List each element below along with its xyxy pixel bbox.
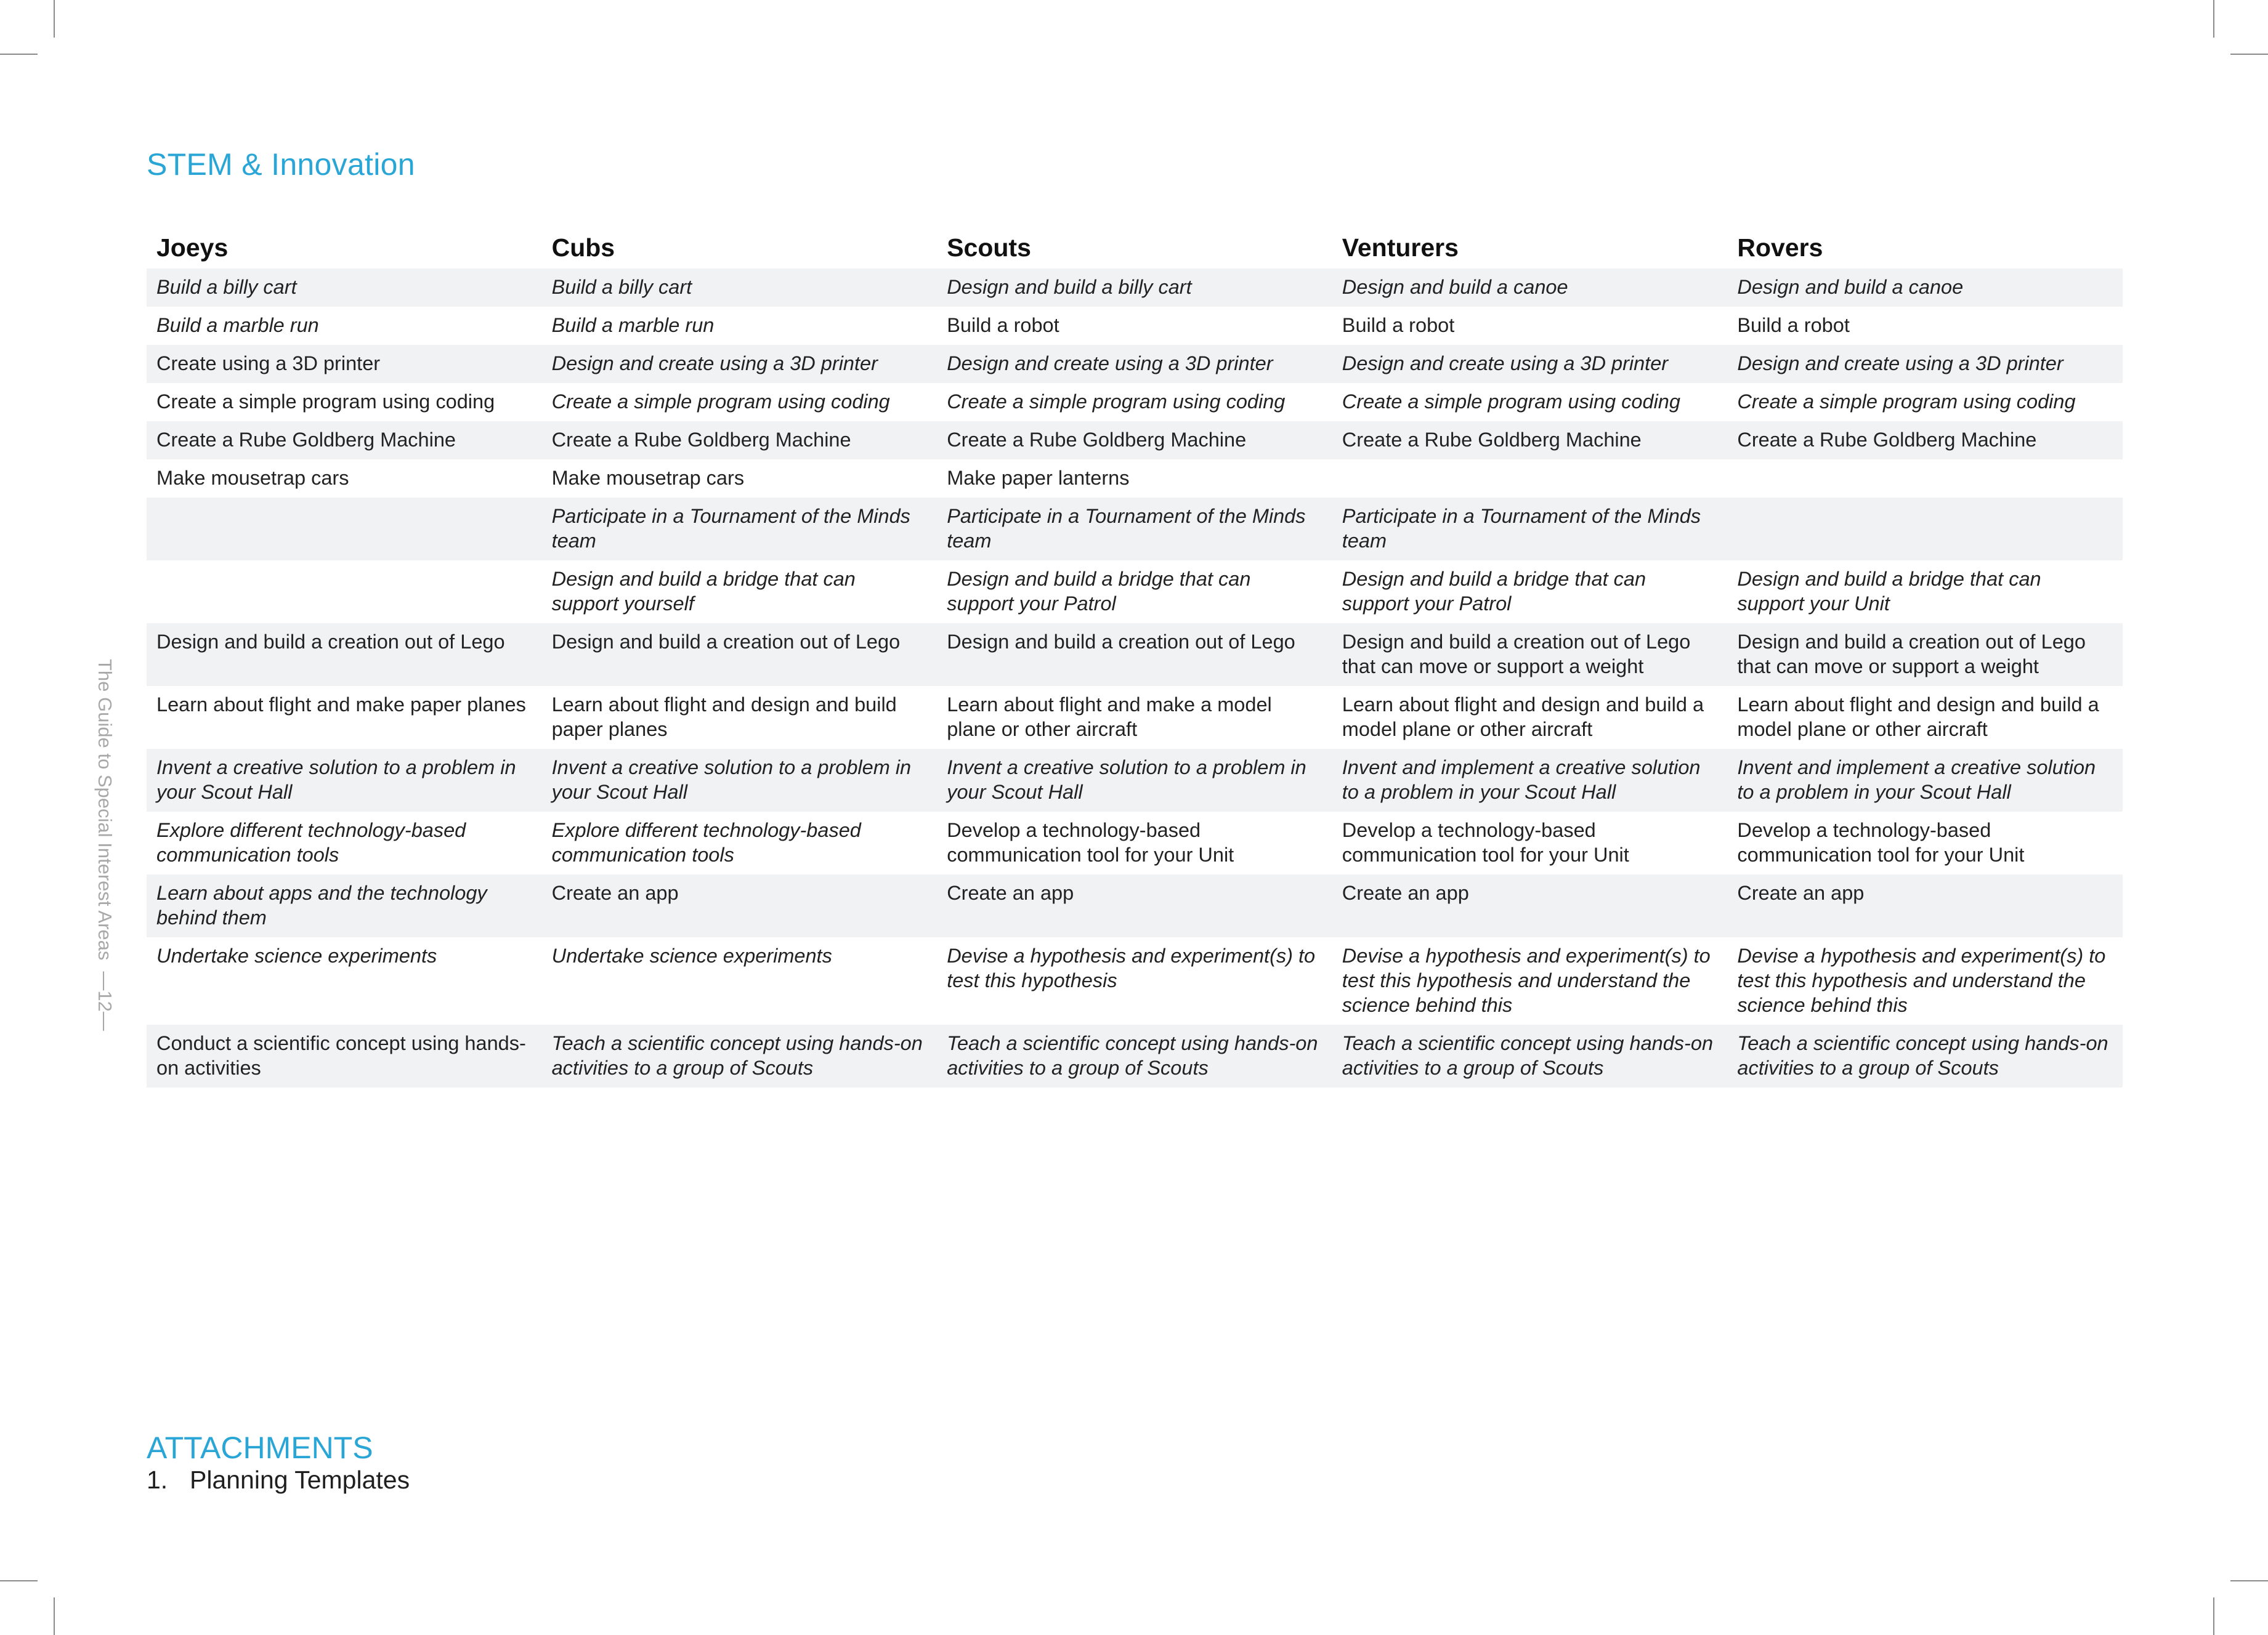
table-cell: Create an app [1727, 874, 2123, 937]
table-cell: Design and build a canoe [1332, 268, 1728, 307]
table-cell: Create a simple program using coding [947, 390, 1286, 413]
table-cell: Design and build a bridge that can support your Patrol [947, 568, 1251, 615]
crop-mark [54, 1597, 55, 1635]
table-cell: Explore different technology-based communication tools [551, 819, 861, 866]
crop-mark [0, 54, 38, 55]
table-cell: Build a billy cart [147, 268, 542, 307]
table-row [147, 345, 2123, 383]
table-cell: Learn about flight and design and build a model plane or other aircraft [1342, 693, 1704, 740]
table-cell: Teach a scientific concept using hands-on activities to a group of Scouts [542, 1025, 938, 1088]
table-cell: Invent a creative solution to a problem in your Scout Hall [147, 749, 542, 812]
table-cell: Make mousetrap cars [551, 467, 745, 489]
table-cell: Design and build a creation out of Lego [147, 623, 542, 686]
table-cell: Build a robot [1342, 314, 1455, 336]
table-cell: Create a Rube Goldberg Machine [1727, 421, 2123, 459]
column-header-venturers: Venturers [1342, 233, 1459, 262]
table-cell: Build a marble run [551, 314, 715, 336]
table-row [147, 383, 2123, 421]
table-row [147, 459, 2123, 498]
table-cell: Develop a technology-based communication tool for your Unit [947, 819, 1234, 866]
table-row [147, 560, 2123, 623]
table-cell: Invent and implement a creative solution to a problem in your Scout Hall [1332, 749, 1728, 812]
table-cell: Devise a hypothesis and experiment(s) to test this hypothesis and understand the science behind this [1737, 945, 2106, 1016]
table-cell: Design and create using a 3D printer [1727, 345, 2123, 383]
table-cell: Create a Rube Goldberg Machine [147, 421, 542, 459]
table-header-row [147, 219, 2123, 268]
table-cell: Make paper lanterns [947, 467, 1130, 489]
attachment-item[interactable] [147, 1466, 410, 1495]
table-cell: Create an app [542, 874, 938, 937]
table-cell [147, 498, 542, 560]
crop-mark [2213, 0, 2214, 38]
column-header-joeys: Joeys [156, 233, 229, 262]
table-row [147, 749, 2123, 812]
table-row [147, 623, 2123, 686]
stem-activities-table [147, 219, 2123, 1088]
table-cell: Create a simple program using coding [156, 390, 495, 413]
table-cell: Create a simple program using coding [551, 390, 890, 413]
table-cell: Create a Rube Goldberg Machine [542, 421, 938, 459]
crop-mark [2213, 1597, 2214, 1635]
table-row [147, 874, 2123, 937]
attachments-title: ATTACHMENTS [147, 1431, 373, 1465]
table-cell: Build a marble run [156, 314, 319, 336]
table-cell: Undertake science experiments [551, 945, 832, 967]
table-cell: Design and build a creation out of Lego [937, 623, 1332, 686]
table-cell: Create a simple program using coding [1737, 390, 2076, 413]
table-cell: Devise a hypothesis and experiment(s) to test this hypothesis and understand the science behind this [1342, 945, 1711, 1016]
table-cell: Design and build a creation out of Lego [542, 623, 938, 686]
table-cell: Design and build a canoe [1727, 268, 2123, 307]
table-cell: Design and create using a 3D printer [542, 345, 938, 383]
table-cell: Design and create using a 3D printer [937, 345, 1332, 383]
table-cell: Design and build a bridge that can support your Unit [1737, 568, 2041, 615]
table-cell: Undertake science experiments [156, 945, 437, 967]
table-cell: Create using a 3D printer [147, 345, 542, 383]
column-header-cubs: Cubs [551, 233, 615, 262]
table-cell: Design and build a bridge that can support yourself [551, 568, 856, 615]
table-cell: Build a billy cart [542, 268, 938, 307]
table-cell: Design and build a bridge that can support your Patrol [1342, 568, 1646, 615]
column-header-scouts: Scouts [947, 233, 1031, 262]
table-cell: Create a simple program using coding [1342, 390, 1680, 413]
table-cell: Create an app [1332, 874, 1728, 937]
table-cell: Conduct a scientific concept using hands-on activities [147, 1025, 542, 1088]
table-cell [147, 560, 542, 623]
table-cell: Build a robot [947, 314, 1059, 336]
table-row [147, 812, 2123, 874]
table-cell: Design and build a creation out of Lego that can move or support a weight [1332, 623, 1728, 686]
attachment-label: Planning Templates [190, 1466, 410, 1494]
table-row [147, 421, 2123, 459]
table-cell: Invent a creative solution to a problem in your Scout Hall [937, 749, 1332, 812]
table-cell: Make mousetrap cars [156, 467, 349, 489]
crop-mark [0, 1580, 38, 1581]
table-cell: Invent and implement a creative solution to a problem in your Scout Hall [1727, 749, 2123, 812]
table-row [147, 937, 2123, 1025]
table-row [147, 498, 2123, 560]
table-cell: Learn about flight and make paper planes [156, 693, 526, 716]
table-row [147, 307, 2123, 345]
table-cell: Teach a scientific concept using hands-on activities to a group of Scouts [937, 1025, 1332, 1088]
table-cell: Learn about flight and design and build paper planes [551, 693, 897, 740]
table-cell: Participate in a Tournament of the Minds team [1332, 498, 1728, 560]
table-cell: Learn about apps and the technology behind them [147, 874, 542, 937]
table-cell [1727, 498, 2123, 560]
table-cell: Explore different technology-based communication tools [156, 819, 466, 866]
table-cell: Design and create using a 3D printer [1332, 345, 1728, 383]
crop-mark [2230, 1580, 2268, 1581]
crop-mark [2230, 54, 2268, 55]
table-cell: Teach a scientific concept using hands-on activities to a group of Scouts [1332, 1025, 1728, 1088]
page-number: —12— [94, 971, 116, 1031]
table-row [147, 268, 2123, 307]
table-cell: Develop a technology-based communication tool for your Unit [1737, 819, 2025, 866]
table-cell: Devise a hypothesis and experiment(s) to test this hypothesis [947, 945, 1316, 991]
guide-title: The Guide to Special Interest Areas [94, 659, 116, 961]
table-row [147, 686, 2123, 749]
table-cell: Design and build a billy cart [937, 268, 1332, 307]
table-cell: Invent a creative solution to a problem in your Scout Hall [542, 749, 938, 812]
table-cell: Create an app [937, 874, 1332, 937]
table-cell: Develop a technology-based communication tool for your Unit [1342, 819, 1629, 866]
table-cell: Build a robot [1737, 314, 1850, 336]
crop-mark [54, 0, 55, 38]
table-cell: Design and build a creation out of Lego that can move or support a weight [1727, 623, 2123, 686]
table-cell: Teach a scientific concept using hands-on activities to a group of Scouts [1727, 1025, 2123, 1088]
table-cell [1727, 459, 2123, 498]
attachment-number: 1. [147, 1466, 168, 1494]
table-row [147, 1025, 2123, 1088]
table-cell: Create a Rube Goldberg Machine [1332, 421, 1728, 459]
table-cell: Learn about flight and design and build a model plane or other aircraft [1737, 693, 2099, 740]
table-cell [1332, 459, 1728, 498]
table-cell: Participate in a Tournament of the Minds team [542, 498, 938, 560]
section-title: STEM & Innovation [147, 147, 415, 182]
side-label [86, 659, 123, 1031]
table-cell: Create a Rube Goldberg Machine [937, 421, 1332, 459]
table-cell: Learn about flight and make a model plane or other aircraft [947, 693, 1272, 740]
table-cell: Participate in a Tournament of the Minds team [937, 498, 1332, 560]
column-header-rovers: Rovers [1737, 233, 1823, 262]
